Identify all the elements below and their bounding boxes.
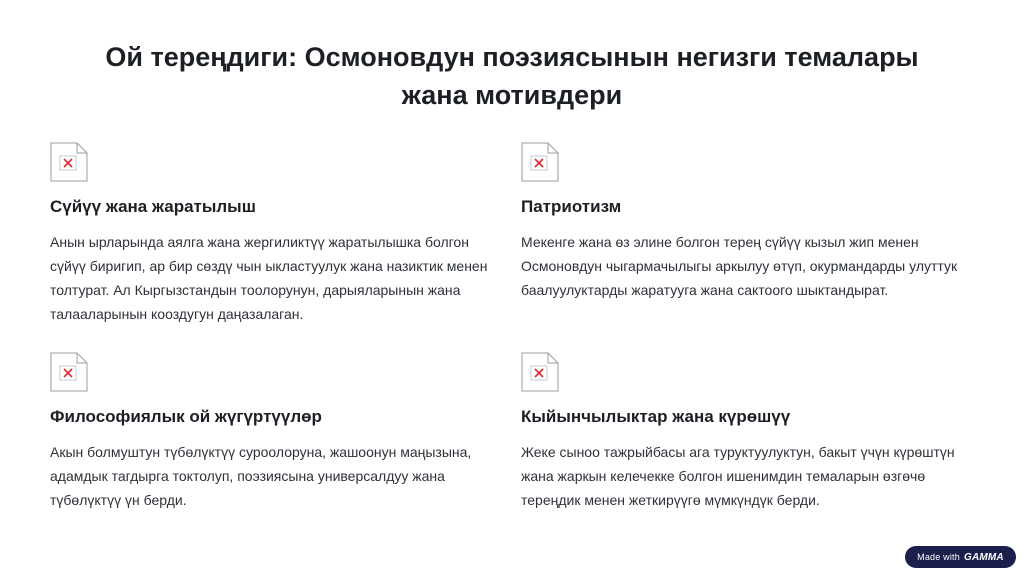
card-heading: Философиялык ой жүгүртүүлөр: [50, 407, 322, 426]
card-heading: Патриотизм: [521, 197, 622, 216]
slide-title-line-1: Ой тереңдиги: Осмоновдун поэзиясынын негизги темалары: [105, 42, 919, 72]
card-body: Акын болмуштун түбөлүктүү суроолоруна, жашоонун маңызына, адамдык тагдырга токтолуп, поэзиясына универсалдуу жана түбөлүктүү үн берди.: [50, 444, 472, 508]
badge-made-with-text: Made with: [917, 552, 960, 562]
card-body: Мекенге жана өз элине болгон терең сүйүү кызыл жип менен Осмоновдун чыгармачылыгы аркылуу өтүп, окурмандарды улуттук баалуулуктарды жаратууга жана сактоого шыктандырат.: [521, 234, 958, 298]
gamma-logo: GAMMA: [963, 551, 1004, 563]
topic-card-patriotism: [521, 142, 971, 302]
topic-card-philosophy: [50, 352, 500, 512]
topic-card-hardships: [521, 352, 971, 512]
slide-title-line-2: жана мотивдери: [401, 80, 623, 110]
broken-image-icon: [521, 142, 559, 182]
broken-image-icon: [50, 142, 88, 182]
broken-image-icon: [521, 352, 559, 392]
card-heading: Сүйүү жана жаратылыш: [50, 197, 256, 216]
broken-image-icon: [50, 352, 88, 392]
card-body: Анын ырларында аялга жана жергиликтүү жаратылышка болгон сүйүү биригип, ар бир сөздү чын ыкластуулук жана назиктик менен толтурат. Ал Кыргызстандын тоолорунун, дарыяларынын жана талааларынын кооздугун даңазалаган.: [50, 234, 488, 322]
slide-title: [0, 38, 1024, 114]
card-body: Жеке сыноо тажрыйбасы ага туруктуулуктун, бакыт үчүн күрөштүн жана жаркын келечекке болгон ишенимдин темаларын өзгөчө тереңдик менен жеткирүүгө мүмкүндүк берди.: [521, 444, 955, 508]
made-with-gamma-badge[interactable]: [905, 546, 1016, 568]
topic-card-love-nature: [50, 142, 500, 326]
card-heading: Кыйынчылыктар жана күрөшүү: [521, 407, 791, 426]
